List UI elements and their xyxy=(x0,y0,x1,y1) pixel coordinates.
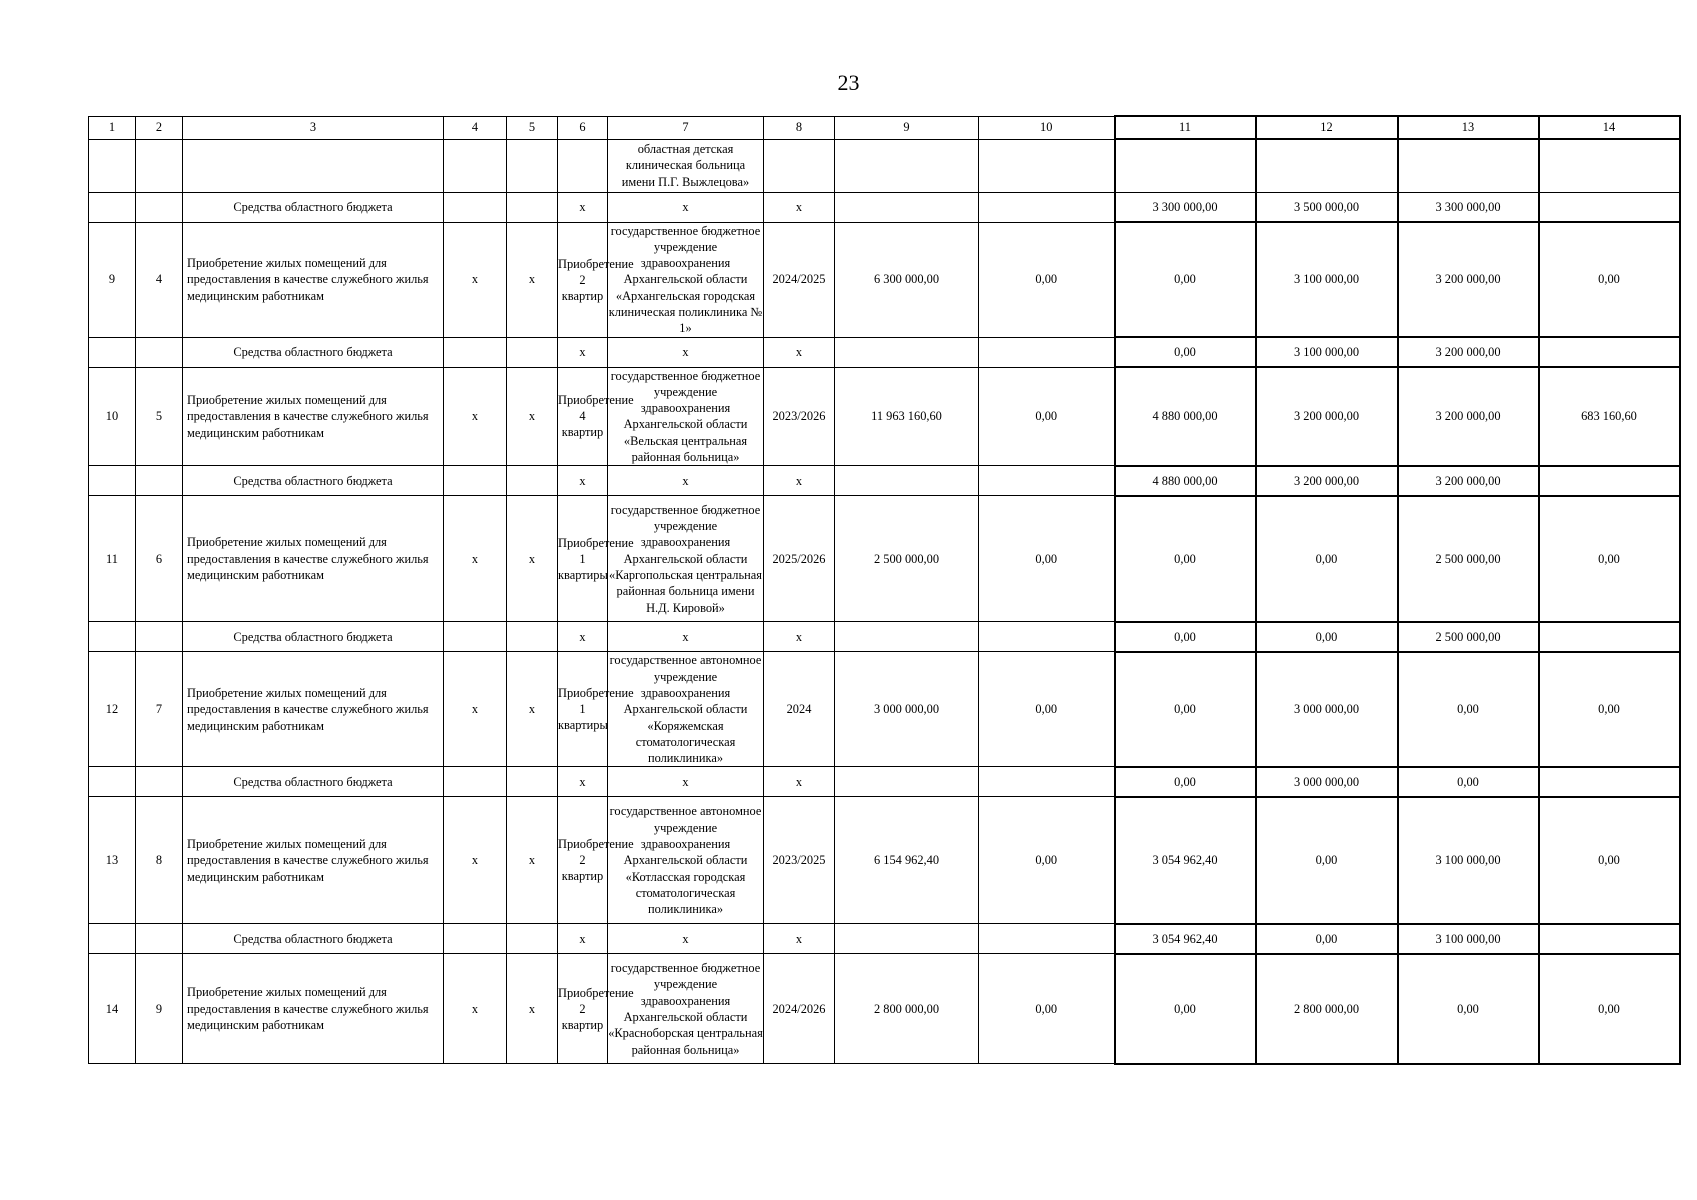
cell: х xyxy=(608,192,764,222)
cell: х xyxy=(558,622,608,652)
cell: х xyxy=(558,466,608,496)
sub-number: 8 xyxy=(136,797,183,924)
amount-cell: 3 200 000,00 xyxy=(1398,337,1539,367)
amount-cell: 2 500 000,00 xyxy=(835,496,979,622)
col-header: 9 xyxy=(835,116,979,139)
amount-cell: 3 054 962,40 xyxy=(1115,797,1256,924)
amount-cell: 3 000 000,00 xyxy=(1256,767,1398,797)
organization-cell: государственное бюджетное учреждение здравоохранения Архангельской области «Каргопольская центральная районная больница имени Н.Д. Кировой» xyxy=(608,496,764,622)
amount-cell: 3 200 000,00 xyxy=(1398,466,1539,496)
amount-cell: 3 200 000,00 xyxy=(1398,222,1539,337)
cell: х xyxy=(608,924,764,954)
amount-cell: 3 200 000,00 xyxy=(1256,466,1398,496)
purchase-cell: Приобретение 2 квартир xyxy=(558,222,608,337)
col-header: 8 xyxy=(764,116,835,139)
amount-cell: 0,00 xyxy=(1115,496,1256,622)
sub-number: 6 xyxy=(136,496,183,622)
funding-row xyxy=(89,192,1680,222)
amount-cell: 3 100 000,00 xyxy=(1398,797,1539,924)
organization-cell: государственное автономное учреждение здравоохранения Архангельской области «Коряжемская стоматологическая поликлиника» xyxy=(608,652,764,767)
cell: х xyxy=(608,622,764,652)
amount-cell: 0,00 xyxy=(1539,652,1680,767)
funding-row xyxy=(89,337,1680,367)
amount-cell: 11 963 160,60 xyxy=(835,367,979,466)
amount-cell: 3 000 000,00 xyxy=(1256,652,1398,767)
cell: х xyxy=(764,767,835,797)
table-row xyxy=(89,652,1680,767)
row-number: 13 xyxy=(89,797,136,924)
table-row xyxy=(89,222,1680,337)
row-number: 11 xyxy=(89,496,136,622)
row-number: 10 xyxy=(89,367,136,466)
cell: х xyxy=(507,954,558,1064)
cell: х xyxy=(608,767,764,797)
amount-cell: 0,00 xyxy=(1539,222,1680,337)
object-name: Приобретение жилых помещений для предоставления в качестве служебного жилья медицинским работникам xyxy=(183,797,444,924)
object-name: Приобретение жилых помещений для предоставления в качестве служебного жилья медицинским работникам xyxy=(183,652,444,767)
period-cell: 2024/2026 xyxy=(764,954,835,1064)
amount-cell: 0,00 xyxy=(979,954,1115,1064)
amount-cell: 0,00 xyxy=(1115,767,1256,797)
row-number: 12 xyxy=(89,652,136,767)
table-row xyxy=(89,496,1680,622)
cell: х xyxy=(444,367,507,466)
table-row xyxy=(89,367,1680,466)
amount-cell: 0,00 xyxy=(1539,797,1680,924)
funding-label: Средства областного бюджета xyxy=(183,192,444,222)
purchase-cell: Приобретение 2 квартир xyxy=(558,954,608,1064)
amount-cell: 0,00 xyxy=(979,367,1115,466)
amount-cell: 3 300 000,00 xyxy=(1398,192,1539,222)
col-header: 13 xyxy=(1398,116,1539,139)
sub-number: 7 xyxy=(136,652,183,767)
amount-cell: 6 154 962,40 xyxy=(835,797,979,924)
purchase-cell: Приобретение 1 квартиры xyxy=(558,652,608,767)
cell: х xyxy=(764,337,835,367)
cell: х xyxy=(444,954,507,1064)
cell: х xyxy=(608,466,764,496)
col-header: 14 xyxy=(1539,116,1680,139)
header-row xyxy=(89,116,1680,139)
object-name: Приобретение жилых помещений для предоставления в качестве служебного жилья медицинским работникам xyxy=(183,367,444,466)
cell: х xyxy=(764,924,835,954)
amount-cell: 0,00 xyxy=(1256,622,1398,652)
table-row xyxy=(89,797,1680,924)
col-header: 1 xyxy=(89,116,136,139)
amount-cell: 2 800 000,00 xyxy=(835,954,979,1064)
amount-cell: 2 500 000,00 xyxy=(1398,496,1539,622)
cell: х xyxy=(558,337,608,367)
sub-number: 4 xyxy=(136,222,183,337)
cell: х xyxy=(444,496,507,622)
amount-cell: 6 300 000,00 xyxy=(835,222,979,337)
amount-cell: 2 500 000,00 xyxy=(1398,622,1539,652)
organization-cell: государственное бюджетное учреждение здравоохранения Архангельской области «Архангельская городская клиническая поликлиника № 1» xyxy=(608,223,763,336)
amount-cell: 0,00 xyxy=(1115,622,1256,652)
amount-cell: 4 880 000,00 xyxy=(1115,367,1256,466)
period-cell: 2023/2025 xyxy=(764,797,835,924)
funding-row xyxy=(89,466,1680,496)
amount-cell: 0,00 xyxy=(1115,222,1256,337)
col-header: 3 xyxy=(183,116,444,139)
cell: х xyxy=(558,192,608,222)
cell: х xyxy=(764,622,835,652)
amount-cell: 4 880 000,00 xyxy=(1115,466,1256,496)
amount-cell: 3 300 000,00 xyxy=(1115,192,1256,222)
amount-cell: 0,00 xyxy=(1398,767,1539,797)
cell: х xyxy=(507,797,558,924)
funding-label: Средства областного бюджета xyxy=(183,466,444,496)
cell: х xyxy=(558,767,608,797)
row-number: 14 xyxy=(89,954,136,1064)
funding-label: Средства областного бюджета xyxy=(183,622,444,652)
col-header: 7 xyxy=(608,116,764,139)
funding-label: Средства областного бюджета xyxy=(183,924,444,954)
amount-cell: 3 000 000,00 xyxy=(835,652,979,767)
cell: х xyxy=(507,652,558,767)
col-header: 4 xyxy=(444,116,507,139)
amount-cell: 3 100 000,00 xyxy=(1256,337,1398,367)
amount-cell: 0,00 xyxy=(979,222,1115,337)
cell: х xyxy=(444,222,507,337)
table-row xyxy=(89,954,1680,1064)
amount-cell: 0,00 xyxy=(1256,496,1398,622)
funding-row xyxy=(89,622,1680,652)
cell: х xyxy=(444,652,507,767)
cell: х xyxy=(444,797,507,924)
row-number: 9 xyxy=(89,222,136,337)
col-header: 2 xyxy=(136,116,183,139)
period-cell: 2025/2026 xyxy=(764,496,835,622)
col-header: 11 xyxy=(1115,116,1256,139)
period-cell: 2024 xyxy=(764,652,835,767)
amount-cell: 0,00 xyxy=(1398,954,1539,1064)
cell: х xyxy=(608,337,764,367)
cell: х xyxy=(764,192,835,222)
col-header: 12 xyxy=(1256,116,1398,139)
col-header: 5 xyxy=(507,116,558,139)
amount-cell: 0,00 xyxy=(979,797,1115,924)
amount-cell: 2 800 000,00 xyxy=(1256,954,1398,1064)
amount-cell: 0,00 xyxy=(1256,924,1398,954)
sub-number: 5 xyxy=(136,367,183,466)
sub-number: 9 xyxy=(136,954,183,1064)
organization-cell: государственное бюджетное учреждение здравоохранения Архангельской области «Вельская центральная районная больница» xyxy=(608,367,764,466)
cell: х xyxy=(507,496,558,622)
cell: х xyxy=(764,466,835,496)
organization-cell: государственное бюджетное учреждение здравоохранения Архангельской области «Красноборская центральная районная больница» xyxy=(608,954,764,1064)
amount-cell: 0,00 xyxy=(979,496,1115,622)
amount-cell: 0,00 xyxy=(1115,954,1256,1064)
funding-label: Средства областного бюджета xyxy=(183,767,444,797)
purchase-cell: Приобретение 2 квартир xyxy=(558,797,608,924)
continuation-row xyxy=(89,139,1680,192)
col-header: 6 xyxy=(558,116,608,139)
page-number: 23 xyxy=(837,70,860,95)
amount-cell: 3 200 000,00 xyxy=(1256,367,1398,466)
col-header: 10 xyxy=(979,116,1115,139)
object-name: Приобретение жилых помещений для предоставления в качестве служебного жилья медицинским работникам xyxy=(183,954,444,1064)
amount-cell: 0,00 xyxy=(979,652,1115,767)
cell: х xyxy=(558,924,608,954)
amount-cell: 3 500 000,00 xyxy=(1256,192,1398,222)
funding-label: Средства областного бюджета xyxy=(183,337,444,367)
cell: х xyxy=(507,222,558,337)
amount-cell: 3 100 000,00 xyxy=(1398,924,1539,954)
amount-cell: 0,00 xyxy=(1539,496,1680,622)
organization-cell: областная детская клиническая больница имени П.Г. Выжлецова» xyxy=(608,139,764,192)
purchase-cell: Приобретение 1 квартиры xyxy=(558,496,608,622)
amount-cell: 0,00 xyxy=(1539,954,1680,1064)
funding-row xyxy=(89,924,1680,954)
amount-cell: 683 160,60 xyxy=(1539,367,1680,466)
amount-cell: 0,00 xyxy=(1256,797,1398,924)
amount-cell: 0,00 xyxy=(1115,337,1256,367)
amount-cell: 0,00 xyxy=(1115,652,1256,767)
amount-cell: 3 100 000,00 xyxy=(1256,222,1398,337)
amount-cell: 3 054 962,40 xyxy=(1115,924,1256,954)
amount-cell: 0,00 xyxy=(1398,652,1539,767)
cell: х xyxy=(507,367,558,466)
object-name: Приобретение жилых помещений для предоставления в качестве служебного жилья медицинским работникам xyxy=(183,222,444,337)
amount-cell: 3 200 000,00 xyxy=(1398,367,1539,466)
budget-table xyxy=(88,115,1681,1065)
period-cell: 2023/2026 xyxy=(764,367,835,466)
period-cell: 2024/2025 xyxy=(764,222,835,337)
funding-row xyxy=(89,767,1680,797)
object-name: Приобретение жилых помещений для предоставления в качестве служебного жилья медицинским работникам xyxy=(183,496,444,622)
organization-cell: государственное автономное учреждение здравоохранения Архангельской области «Котласская городская стоматологическая поликлиника» xyxy=(608,797,764,924)
purchase-cell: Приобретение 4 квартир xyxy=(558,367,608,466)
